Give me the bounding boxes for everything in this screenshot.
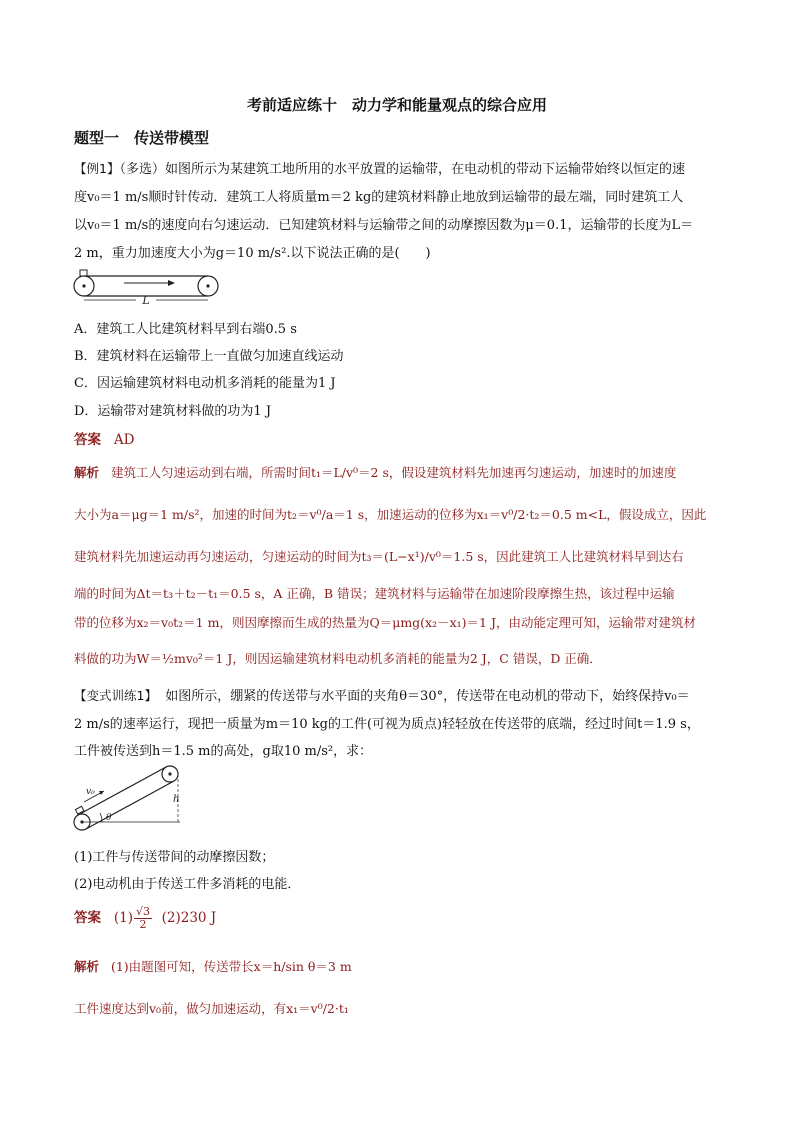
height-label: h xyxy=(173,794,180,805)
solution-label: 解析 xyxy=(74,465,100,480)
variant1-answer-fraction xyxy=(134,906,152,931)
solution-line-5: 带的位移为x₂＝v₀t₂＝1 m，则因摩擦而生成的热量为Q＝μmg(x₂－x₁)＝1 J，由动能定理可知，运输带对建筑材 xyxy=(74,615,696,630)
variant1-solution-text-1: (1)由题图可知，传送带长x＝h/sin θ＝3 m xyxy=(110,959,352,974)
option-a: A．建筑工人比建筑材料早到右端0.5 s xyxy=(74,322,297,337)
variant1-solution-line-1 xyxy=(74,957,352,975)
solution-line-2: 大小为a＝μg＝1 m/s²，加速的时间为t₂＝v⁰/a＝1 s，加速运动的位移为x₁＝v⁰/2·t₂＝0.5 m<L，假设成立，因此 xyxy=(74,507,707,522)
example1-text-1: （多选）如图所示为某建筑工地所用的水平放置的运输带，在电动机的带动下运输带始终以恒定的速 xyxy=(119,162,685,177)
example1-line-2: 度v₀＝1 m/s顺时针传动．建筑工人将质量m＝2 kg的建筑材料静止地放到运输带的最左端，同时建筑工人 xyxy=(74,190,684,205)
answer-value: AD xyxy=(113,432,135,448)
answer-label: 答案 xyxy=(74,432,101,448)
conveyor-length-label: L xyxy=(142,294,150,307)
variant1-answer xyxy=(74,906,216,931)
solution-line-1 xyxy=(74,463,676,481)
variant1-solution-label: 解析 xyxy=(74,959,100,974)
inclined-conveyor-figure xyxy=(70,764,190,836)
solution-line-3: 建筑材料先加速运动再匀速运动，匀速运动的时间为t₃＝(L−x¹)/v⁰＝1.5 s，因此建筑工人比建筑材料早到达右 xyxy=(74,549,684,564)
example1-answer xyxy=(74,428,134,448)
solution-text-1: 建筑工人匀速运动到右端，所需时间t₁＝L/v⁰＝2 s，假设建筑材料先加速再匀速运动，加速时的加速度 xyxy=(110,465,677,480)
solution-line-4: 端的时间为Δt＝t₃＋t₂－t₁＝0.5 s，A 正确，B 错误；建筑材料与运输带在加速阶段摩擦生热，该过程中运输 xyxy=(74,586,675,601)
variant1-question-2: (2)电动机由于传送工件多消耗的电能． xyxy=(74,877,301,892)
option-d: D．运输带对建筑材料做的功为1 J xyxy=(74,404,272,419)
variant1-line-2: 2 m/s的速率运行，现把一质量为m＝10 kg的工件(可视为质点)轻轻放在传送带的底端，经过时间t＝1.9 s， xyxy=(74,717,700,732)
fraction-denominator: 2 xyxy=(139,918,147,932)
fraction-numerator: √3 xyxy=(136,905,151,918)
variant1-text-1: 如图所示，绷紧的传送带与水平面的夹角θ＝30°，传送带在电动机的带动下，始终保持v₀＝ xyxy=(165,689,690,704)
page-title: 考前适应练十 动力学和能量观点的综合应用 xyxy=(246,96,547,114)
section-heading: 题型一 传送带模型 xyxy=(74,129,210,147)
example1-line-1 xyxy=(74,158,685,177)
angle-label: θ xyxy=(106,813,112,823)
variant1-line-1 xyxy=(74,685,690,704)
variant1-answer-part2: (2)230 J xyxy=(161,910,217,927)
option-c: C．因运输建筑材料电动机多消耗的能量为1 J xyxy=(74,376,336,391)
example1-line-3: 以v₀＝1 m/s的速度向右匀速运动．已知建筑材料与运输带之间的动摩擦因数为μ＝0.1，运输带的长度为L＝ xyxy=(74,218,694,233)
velocity-label: v₀ xyxy=(86,787,95,797)
variant1-solution-line-2: 工件速度达到v₀前，做匀加速运动，有x₁＝v⁰/2·t₁ xyxy=(74,1001,349,1016)
variant1-line-3: 工件被传送到h＝1.5 m的高处，g取10 m/s²，求： xyxy=(74,744,373,759)
horizontal-conveyor-figure xyxy=(72,268,224,308)
variant1-question-1: (1)工件与传送带间的动摩擦因数； xyxy=(74,850,275,865)
option-b: B．建筑材料在运输带上一直做匀加速直线运动 xyxy=(74,349,344,364)
solution-line-6: 料做的功为W＝½mv₀²＝1 J，则因运输建筑材料电动机多消耗的能量为2 J，C 错误，D 正确． xyxy=(74,651,602,666)
variant1-tag: 【变式训练1】 xyxy=(74,688,157,703)
variant1-answer-label: 答案 xyxy=(74,910,101,927)
variant1-answer-part1: (1) xyxy=(113,910,133,927)
example1-tag: 【例1】 xyxy=(74,161,120,176)
example1-line-4: 2 m，重力加速度大小为g＝10 m/s².以下说法正确的是( ) xyxy=(74,246,431,261)
